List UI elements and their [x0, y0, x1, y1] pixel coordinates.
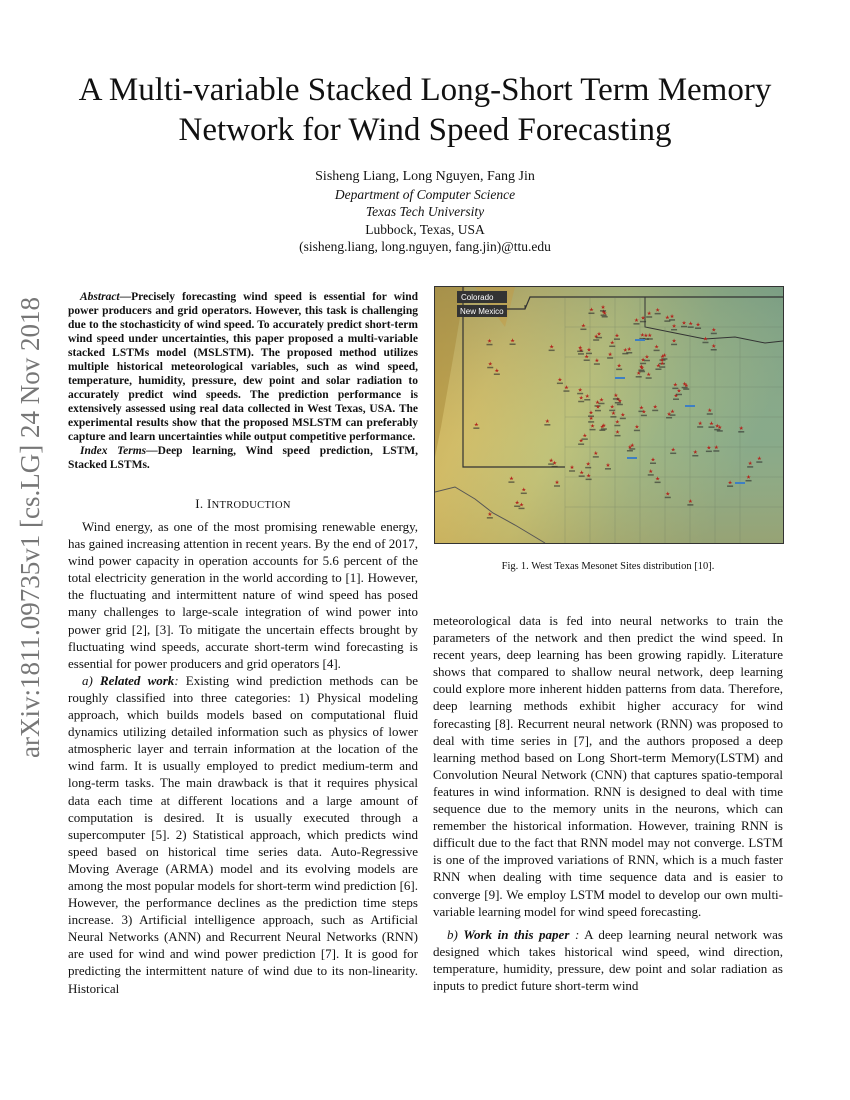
- map-label-newmexico: New Mexico: [460, 307, 504, 316]
- city-marker: [615, 377, 625, 379]
- site-label-mark: [655, 482, 661, 484]
- city-marker: [735, 482, 745, 484]
- site-label-mark: [594, 363, 600, 365]
- site-label-mark: [695, 327, 701, 329]
- work-in-paper-label: Work in this paper: [463, 926, 570, 942]
- site-label-mark: [655, 368, 661, 370]
- author-block: [200, 168, 650, 256]
- site-label-mark: [714, 429, 720, 431]
- site-label-mark: [577, 393, 583, 395]
- site-label-mark: [648, 474, 654, 476]
- site-label-mark: [615, 435, 621, 437]
- site-label-mark: [717, 430, 723, 432]
- title-line-2: Network for Wind Speed Forecasting: [178, 112, 672, 148]
- map-label-colorado: Colorado: [461, 293, 494, 302]
- site-label-mark: [614, 338, 620, 340]
- site-label-mark: [557, 383, 563, 385]
- site-label-mark: [578, 353, 584, 355]
- site-label-mark: [640, 321, 646, 323]
- site-label-mark: [588, 421, 594, 423]
- author-location: Lubbock, Texas, USA: [365, 221, 485, 237]
- right-paragraph-1: meteorological data is fed into neural networks to train the parameters of the network and then predict the wind speed. In recent years, deep learning has been growing rapidly. Literature shows that compared to shallow neural network, deep learning could explore more inherent hidden patterns from data. Therefore, deep learning methods exhibit higher accuracy for wind forecasting [8]. Recurrent neural network (RNN) was proposed to deal with time series in [7], and the authors proposed a deep learning method based on Long Short-term Memory(LSTM) and Convolution Neural Network (CNN) that captures spatio-temporal features in wind information. RNN is designed to deal with time sequence due to the memory units in the neurons, which can remember the historical information. However, training RNN is difficult due to the fact that RNN model may not converge. LSTM is one of the improved variations of RNN, which is a much faster RNN when dealing with time sequence data and is easier to converge [9]. We employ LSTM model to develop our own multi-variable learning model for wind speed forecasting.: [433, 613, 783, 919]
- site-label-mark: [548, 463, 554, 465]
- site-label-mark: [599, 403, 605, 405]
- site-label-mark: [510, 343, 516, 345]
- site-label-mark: [727, 485, 733, 487]
- paper-title: [30, 70, 820, 150]
- site-label-mark: [580, 329, 586, 331]
- site-label-mark: [627, 450, 633, 452]
- site-label-mark: [654, 350, 660, 352]
- site-label-mark: [711, 333, 717, 335]
- section-name: NTRODUCTION: [211, 500, 291, 511]
- figure-caption: Fig. 1. West Texas Mesonet Sites distribution [10].: [501, 561, 715, 572]
- site-label-mark: [747, 466, 753, 468]
- title-line-1: A Multi-variable Stacked Long-Short Term Memory: [78, 72, 772, 108]
- terrain-shade: [435, 287, 783, 543]
- work-in-paper-prefix: b): [447, 926, 464, 942]
- site-label-mark: [514, 505, 520, 507]
- site-label-mark: [578, 401, 584, 403]
- site-label-mark: [682, 387, 688, 389]
- site-label-mark: [602, 316, 608, 318]
- site-label-mark: [569, 470, 575, 472]
- site-label-mark: [713, 450, 719, 452]
- site-label-mark: [601, 314, 607, 316]
- site-label-mark: [607, 357, 613, 359]
- site-label-mark: [672, 388, 678, 390]
- abstract-label: Abstract: [80, 291, 120, 303]
- site-label-mark: [593, 456, 599, 458]
- site-label-mark: [673, 398, 679, 400]
- site-label-mark: [544, 424, 550, 426]
- site-label-mark: [494, 373, 500, 375]
- related-work-runin: [82, 673, 179, 688]
- site-label-mark: [579, 475, 585, 477]
- site-label-mark: [610, 416, 616, 418]
- site-label-mark: [756, 461, 762, 463]
- site-label-mark: [738, 431, 744, 433]
- site-label-mark: [584, 399, 590, 401]
- site-label-mark: [578, 443, 584, 445]
- city-marker: [685, 405, 695, 407]
- site-label-mark: [707, 413, 713, 415]
- related-work-text: Existing wind prediction methods can be roughly classified into three categories: 1) Physical modeling approach, which builds models based on computational fluid dynamics utilizing detailed information such as physics of lower atmospheric layer and terrain information at the location of the wind farm. It is usually employed to predict medium-term and long-term tasks. The main drawback is that it requires physical data each time at different locations and a large amount of computation is desired. It is usually executed through a supercomputer [5]. 2) Statistical approach, which predicts wind speed based on historical time series data. Auto-Regressive Moving Average (ARMA) model and its evolving models are among the most popular models for short-term wind prediction [6]. However, the performance declines as the prediction time steps increase. 3) Artificial intelligence approach, such as Artificial Neural Networks (ANN) and Recurrent Neural Networks (RNN) are used for wind and wind power prediction [7]. It is good for predicting the intermittent nature of wind due to its non-linearity. Historical: [68, 672, 418, 996]
- site-label-mark: [636, 376, 642, 378]
- site-label-mark: [593, 339, 599, 341]
- work-in-paper-suffix: :: [569, 926, 580, 942]
- site-label-mark: [609, 410, 615, 412]
- abstract: [68, 290, 418, 472]
- site-label-mark: [629, 448, 635, 450]
- map-label-colorado-box: [457, 291, 507, 303]
- site-label-mark: [549, 350, 555, 352]
- index-terms-label: Index Terms: [80, 445, 147, 457]
- site-label-mark: [518, 508, 524, 510]
- site-label-mark: [638, 369, 644, 371]
- site-label-mark: [600, 310, 606, 312]
- site-label-mark: [552, 466, 558, 468]
- site-label-mark: [615, 402, 621, 404]
- site-label-mark: [584, 359, 590, 361]
- site-label-mark: [487, 367, 493, 369]
- arxiv-stamp-text: arXiv:1811.09735v1 [cs.LG] 24 Nov 2018: [15, 297, 45, 758]
- site-label-mark: [681, 326, 687, 328]
- arxiv-stamp: [6, 288, 52, 758]
- site-label-mark: [609, 346, 615, 348]
- related-work-prefix: a): [82, 672, 100, 688]
- related-work-label: Related work: [99, 672, 175, 688]
- site-label-mark: [671, 329, 677, 331]
- section-numeral: I. I: [195, 496, 212, 511]
- city-marker: [635, 339, 645, 341]
- site-label-mark: [708, 426, 714, 428]
- site-label-mark: [650, 462, 656, 464]
- right-column-body: [433, 612, 783, 994]
- site-label-mark: [599, 429, 605, 431]
- author-emails: (sisheng.liang, long.nguyen, fang.jin)@ttu.edu: [299, 239, 551, 254]
- site-label-mark: [617, 404, 623, 406]
- site-label-mark: [683, 388, 689, 390]
- site-label-mark: [487, 517, 493, 519]
- site-label-mark: [640, 363, 646, 365]
- related-work-suffix: :: [174, 672, 179, 688]
- site-label-mark: [508, 481, 514, 483]
- introduction-body: [68, 518, 418, 997]
- author-department: Department of Computer Science: [334, 186, 516, 202]
- work-in-paper-text: A deep learning neural network was designed which takes historical wind speed, wind direction, temperature, humidity, pressure, dew point and solar radiation as inputs to predict future short-term wind: [433, 926, 783, 993]
- site-label-mark: [641, 415, 647, 417]
- site-label-mark: [652, 410, 658, 412]
- site-label-mark: [605, 468, 611, 470]
- section-heading-introduction: [68, 496, 418, 512]
- site-label-mark: [687, 504, 693, 506]
- site-label-mark: [614, 425, 620, 427]
- site-label-mark: [655, 313, 661, 315]
- site-label-mark: [644, 360, 650, 362]
- site-label-mark: [634, 430, 640, 432]
- site-label-mark: [646, 377, 652, 379]
- site-label-mark: [521, 493, 527, 495]
- map-label-newmexico-box: [457, 305, 507, 317]
- site-label-mark: [665, 497, 671, 499]
- site-label-mark: [746, 480, 752, 482]
- site-label-mark: [659, 366, 665, 368]
- site-label-mark: [670, 453, 676, 455]
- site-label-mark: [554, 485, 560, 487]
- figure-map: [434, 286, 784, 544]
- site-label-mark: [595, 410, 601, 412]
- site-label-mark: [688, 326, 694, 328]
- site-label-mark: [676, 394, 682, 396]
- site-label-mark: [473, 427, 479, 429]
- abstract-text: —Precisely forecasting wind speed is essential for wind power producers and grid operators. However, this task is challenging due to the stochasticity of wind speed. To accurately predict short-term wind speed under uncertainties, this paper proposed a multi-variable stacked LSTMs model (MSLSTM). The proposed method utilizes multiple historical meteorological variables, such as wind speed, temperature, humidity, pressure, dew point and solar radiation to accurately predict wind speeds. The prediction performance is extensively assessed using real data collected in West Texas, USA. The experimental results show that the proposed MSLSTM can preferably capture and learn uncertainties while output competitive performance.: [68, 291, 418, 443]
- site-label-mark: [692, 455, 698, 457]
- work-in-paper-runin: [447, 927, 579, 942]
- abstract-paragraph: [68, 290, 418, 444]
- site-label-mark: [563, 390, 569, 392]
- site-label-mark: [633, 323, 639, 325]
- related-work-paragraph: [68, 672, 418, 997]
- site-label-mark: [586, 353, 592, 355]
- work-in-paper-paragraph: [433, 926, 783, 994]
- site-label-mark: [664, 320, 670, 322]
- site-label-mark: [646, 316, 652, 318]
- site-label-mark: [487, 344, 493, 346]
- site-label-mark: [711, 349, 717, 351]
- site-label-mark: [596, 337, 602, 339]
- site-label-mark: [590, 429, 596, 431]
- author-university: Texas Tech University: [365, 204, 485, 219]
- site-label-mark: [706, 451, 712, 453]
- site-label-mark: [616, 369, 622, 371]
- site-label-mark: [577, 351, 583, 353]
- site-label-mark: [671, 344, 677, 346]
- site-label-mark: [620, 418, 626, 420]
- site-label-mark: [622, 353, 628, 355]
- site-label-mark: [666, 417, 672, 419]
- mesonet-map: [435, 287, 783, 543]
- index-terms-paragraph: [68, 444, 418, 472]
- index-terms-text: —Deep learning, Wind speed prediction, LSTM, Stacked LSTMs.: [68, 445, 418, 471]
- site-label-mark: [585, 467, 591, 469]
- site-label-mark: [702, 342, 708, 344]
- author-names: Sisheng Liang, Long Nguyen, Fang Jin: [315, 169, 535, 184]
- site-label-mark: [697, 426, 703, 428]
- site-label-mark: [586, 479, 592, 481]
- intro-paragraph-1: Wind energy, as one of the most promising renewable energy, has gained increasing attention in recent years. By the end of 2017, wind power capacity in operation accounts for 5.6 percent of the total electricity generation in the world according to [1]. However, the fluctuating and intermittent nature of wind speed has posed many challenges to large-scale integration of wind power into power grid [2], [3]. To mitigate the uncertain effects brought by fluctuating wind speeds, accurate short-term wind forecasting is essential for power producers and grid operators [4].: [68, 519, 418, 671]
- site-label-mark: [588, 313, 594, 315]
- city-marker: [627, 457, 637, 459]
- site-label-mark: [613, 398, 619, 400]
- site-label-mark: [582, 438, 588, 440]
